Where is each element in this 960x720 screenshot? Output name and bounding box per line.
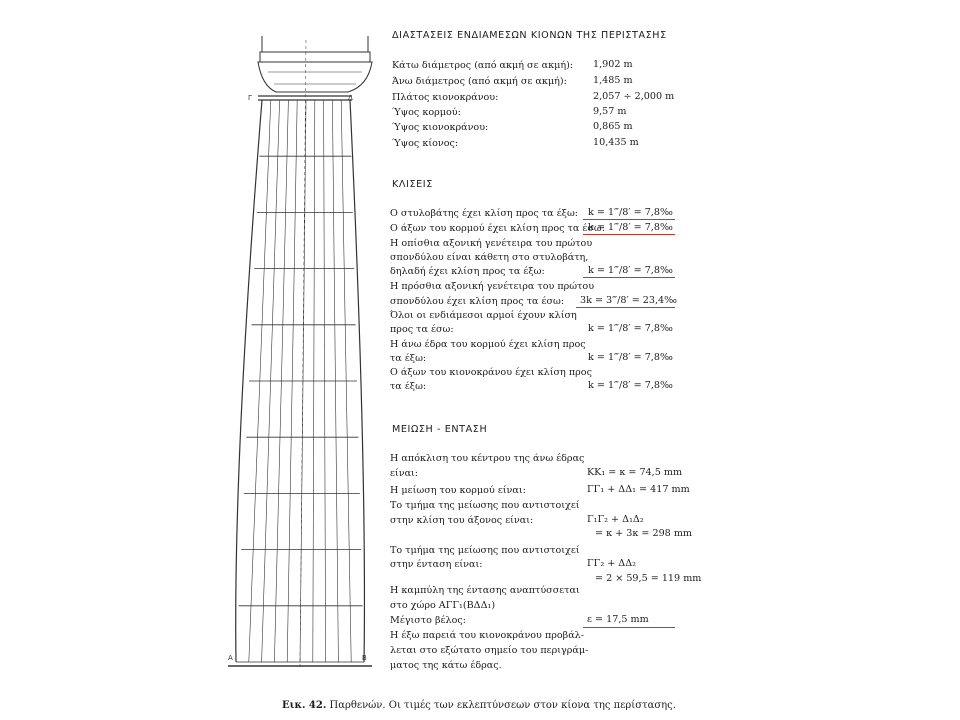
entasis-text: Η έξω παρειά του κιονοκράνου προβάλ-: [390, 630, 585, 641]
slope-text: τα έξω:: [390, 353, 427, 364]
figure-caption: [282, 700, 676, 711]
entasis-text: ματος της κάτω έδρας.: [390, 660, 502, 671]
slope-underline: [583, 219, 675, 220]
dimension-label: Πλάτος κιονοκράνου:: [392, 92, 499, 103]
entasis-text: Η μείωση του κορμού είναι:: [390, 485, 526, 496]
slope-text: τα έξω:: [390, 381, 427, 392]
svg-text:Δ: Δ: [348, 94, 353, 102]
entasis-text: Το τμήμα της μείωσης που αντιστοιχεί: [390, 545, 580, 556]
slope-text: Όλοι οι ενδιάμεσοι αρμοί έχουν κλίση: [390, 310, 577, 321]
slopes-heading: ΚΛΙΣΕΙΣ: [392, 179, 433, 190]
dimension-value: 0,865 m: [593, 121, 633, 132]
dimension-label: Ύψος κίονος:: [392, 138, 459, 149]
slope-text: προς τα έσω:: [390, 324, 454, 335]
slope-value: k = 1‴/8′ = 7,8‰: [588, 222, 673, 233]
slope-text: Η οπίσθια αξονική γενέτειρα του πρώτου: [390, 238, 593, 249]
entasis-text: Το τμήμα της μείωσης που αντιστοιχεί: [390, 500, 580, 511]
slope-value: 3k = 3‴/8′ = 23,4‰: [580, 295, 678, 306]
entasis-text: στο χώρο ΑΓΓ₁(ΒΔΔ₁): [390, 600, 496, 611]
entasis-value: ΓΓ₁ + ΔΔ₁ = 417 mm: [587, 484, 690, 495]
dimension-value: 1,485 m: [593, 75, 633, 86]
entasis-underline: [583, 627, 675, 628]
column-elevation-drawing: [0, 0, 380, 690]
entasis-value: Γ₁Γ₂ + Δ₁Δ₂: [587, 514, 644, 525]
slope-underline: [583, 277, 675, 278]
svg-text:Γ: Γ: [248, 94, 252, 102]
slope-text: Η άνω έδρα του κορμού έχει κλίση προς: [390, 339, 586, 350]
svg-text:A: A: [228, 654, 233, 662]
dimension-label: Κάτω διάμετρος (από ακμή σε ακμή):: [392, 60, 574, 71]
slope-underline: [576, 307, 675, 308]
dimension-value: 9,57 m: [593, 106, 627, 117]
entasis-text: Η απόκλιση του κέντρου της άνω έδρας: [390, 453, 585, 464]
slope-value: k = 1‴/8′ = 7,8‰: [588, 265, 673, 276]
dimensions-heading: ΔΙΑΣΤΑΣΕΙΣ ΕΝΔΙΑΜΕΣΩΝ ΚΙΟΝΩΝ ΤΗΣ ΠΕΡΙΣΤΑΣΗΣ: [392, 30, 667, 41]
column-abacus: [260, 52, 370, 62]
entasis-text: Μέγιστο βέλος:: [390, 615, 466, 626]
dimension-label: Ύψος κιονοκράνου:: [392, 122, 489, 133]
caption-label: Εικ. 42.: [282, 700, 327, 711]
slope-value: k = 1‴/8′ = 7,8‰: [588, 380, 673, 391]
entasis-value: ε = 17,5 mm: [587, 614, 649, 625]
slope-text: σπονδύλου έχει κλίση προς τα έσω:: [390, 296, 565, 307]
slope-underline: [583, 234, 675, 235]
entasis-text: στην ένταση είναι:: [390, 559, 483, 570]
entasis-value: = 2 × 59,5 = 119 mm: [595, 573, 702, 584]
slope-value: k = 1‴/8′ = 7,8‰: [588, 352, 673, 363]
entasis-text: λεται στο εξώτατο σημείο του περιγράμ-: [390, 645, 589, 656]
entasis-value: = κ + 3κ = 298 mm: [595, 528, 693, 539]
entasis-text: Η καμπύλη της έντασης αναπτύσσεται: [390, 585, 580, 596]
slope-text: σπονδύλου είναι κάθετη στο στυλοβάτη,: [390, 252, 589, 263]
entasis-heading: ΜΕΙΩΣΗ - ΕΝΤΑΣΗ: [392, 424, 488, 435]
slope-text: Η πρόσθια αξονική γενέτειρα του πρώτου: [390, 281, 595, 292]
slope-text: Ο στυλοβάτης έχει κλίση προς τα έξω:: [390, 208, 579, 219]
svg-text:B: B: [362, 654, 367, 662]
slope-text: Ο άξων του κορμού έχει κλίση προς τα έσω:: [390, 223, 605, 234]
dimension-value: 2,057 ÷ 2,000 m: [593, 91, 675, 102]
entasis-text: είναι:: [390, 468, 419, 479]
dimension-label: Άνω διάμετρος (από ακμή σε ακμή):: [392, 76, 567, 87]
slope-value: k = 1‴/8′ = 7,8‰: [588, 207, 673, 218]
entasis-value: ΓΓ₂ + ΔΔ₂: [587, 558, 636, 569]
caption-text: Παρθενών. Οι τιμές των εκλεπτύνσεων στον κίονα της περίστασης.: [329, 700, 676, 711]
slope-value: k = 1‴/8′ = 7,8‰: [588, 323, 673, 334]
entasis-text: στην κλίση του άξονος είναι:: [390, 515, 534, 526]
dimension-label: Ύψος κορμού:: [392, 107, 461, 118]
column-echinus: [258, 62, 372, 92]
dimension-value: 1,902 m: [593, 59, 633, 70]
dimension-value: 10,435 m: [593, 137, 639, 148]
slope-text: δηλαδή έχει κλίση προς τα έξω:: [390, 266, 545, 277]
entasis-value: KK₁ = κ = 74,5 mm: [587, 467, 683, 478]
slope-text: Ο άξων του κιονοκράνου έχει κλίση προς: [390, 367, 592, 378]
